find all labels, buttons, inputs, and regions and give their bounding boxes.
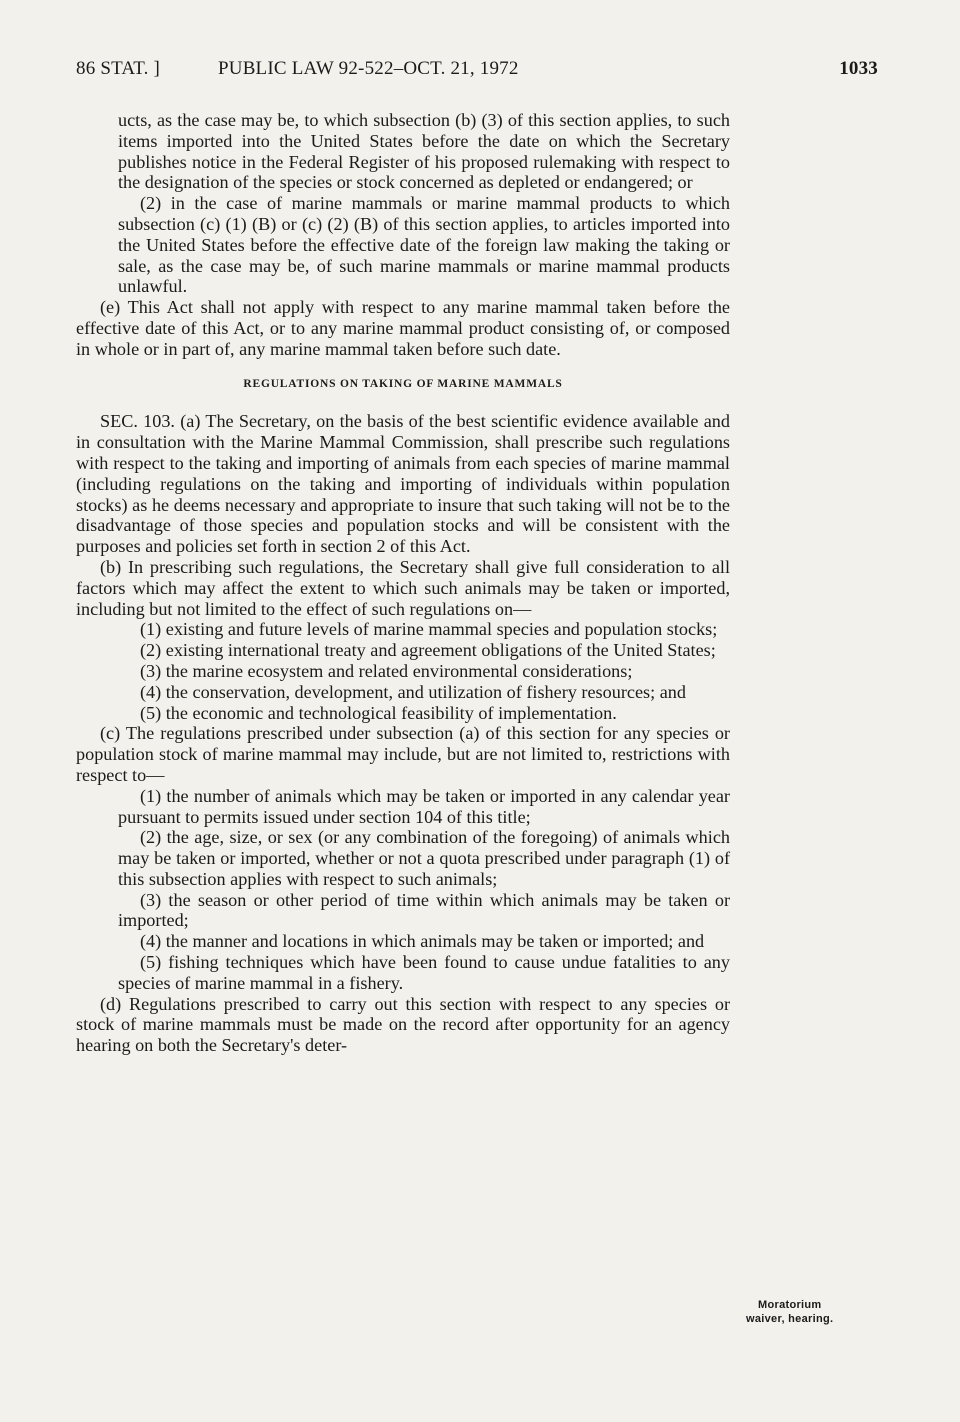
item-c2: (2) the age, size, or sex (or any combination of the foregoing) of animals which may be taken or imported, whether or not a quota prescribed under paragraph (1) of this subsection applies with respect to such animals; — [118, 827, 730, 889]
item-c5: (5) fishing techniques which have been found to cause undue fatalities to any species of marine mammal in a fishery. — [118, 952, 730, 993]
item-c4: (4) the manner and locations in which animals may be taken or imported; and — [140, 931, 705, 952]
item-b3: (3) the marine ecosystem and related environmental considerations; — [140, 660, 633, 681]
section-heading: REGULATIONS ON TAKING OF MARINE MAMMALS — [243, 377, 563, 390]
paragraph-b: (b) In prescribing such regulations, the Secretary shall give full consideration to all factors which may affect the extent to which such animals may be taken or imported, including but not limited to the effect of such regulations on— — [76, 556, 730, 619]
margin-note-line1: Moratorium — [758, 1299, 822, 1311]
paragraph-d: (d) Regulations prescribed to carry out this section with respect to any species or stock of marine mammals must be made on the record after opportunity for an agency hearing on both the Secretary's deter- — [76, 993, 730, 1056]
margin-note — [746, 1298, 876, 1326]
paragraph-c: (c) The regulations prescribed under subsection (a) of this section for any species or population stock of marine mammal may include, but are not limited to, restrictions with respect to— — [76, 723, 730, 785]
paragraph-e: (e) This Act shall not apply with respect to any marine mammal taken before the effective date of this Act, or to any marine mammal product consisting of, or composed in whole or in part of, any marine mammal taken before such date. — [76, 297, 730, 359]
law-title: PUBLIC LAW 92-522–OCT. 21, 1972 — [218, 58, 519, 79]
paragraph-continuation: ucts, as the case may be, to which subsection (b) (3) of this section applies, to such items imported into the United States before the date on which the Secretary publishes notice in the Federal Register of his proposed rulemaking with respect to the designation of the species or stock concerned as depleted or endangered; or — [118, 110, 730, 193]
paragraph-d2: (2) in the case of marine mammals or marine mammal products to which subsection (c) (1) (B) or (c) (2) (B) of this section applies, to articles imported into the United States before the effective date of the foreign law making the taking or sale, as the case may be, of such marine mammals or marine mammal products unlawful. — [118, 193, 730, 297]
item-c1: (1) the number of animals which may be taken or imported in any calendar year pursuant to permits issued under section 104 of this title; — [118, 785, 730, 827]
page-header — [76, 58, 880, 86]
item-b1: (1) existing and future levels of marine mammal species and population stocks; — [140, 619, 718, 640]
item-c3: (3) the season or other period of time within which animals may be taken or imported; — [118, 889, 730, 931]
item-b2: (2) existing international treaty and agreement obligations of the United States; — [140, 640, 716, 661]
statute-volume: 86 STAT. ] — [76, 58, 161, 79]
document-body — [76, 110, 730, 1056]
page-number: 1033 — [839, 58, 878, 79]
item-b5: (5) the economic and technological feasibility of implementation. — [140, 702, 617, 723]
margin-note-line2: waiver, hearing. — [746, 1313, 834, 1325]
paragraph-sec103-a: SEC. 103. (a) The Secretary, on the basis of the best scientific evidence available and in consultation with the Marine Mammal Commission, shall prescribe such regulations with respect to the taking and importing of animals from each species of marine mammal (including regulations on the taking and importing of individuals within population stocks) as he deems necessary and appropriate to insure that such taking will not be to the disadvantage of those species and population stocks and will be consistent with the purposes and policies set forth in section 2 of this Act. — [76, 411, 730, 557]
item-b4: (4) the conservation, development, and utilization of fishery resources; and — [140, 681, 686, 702]
